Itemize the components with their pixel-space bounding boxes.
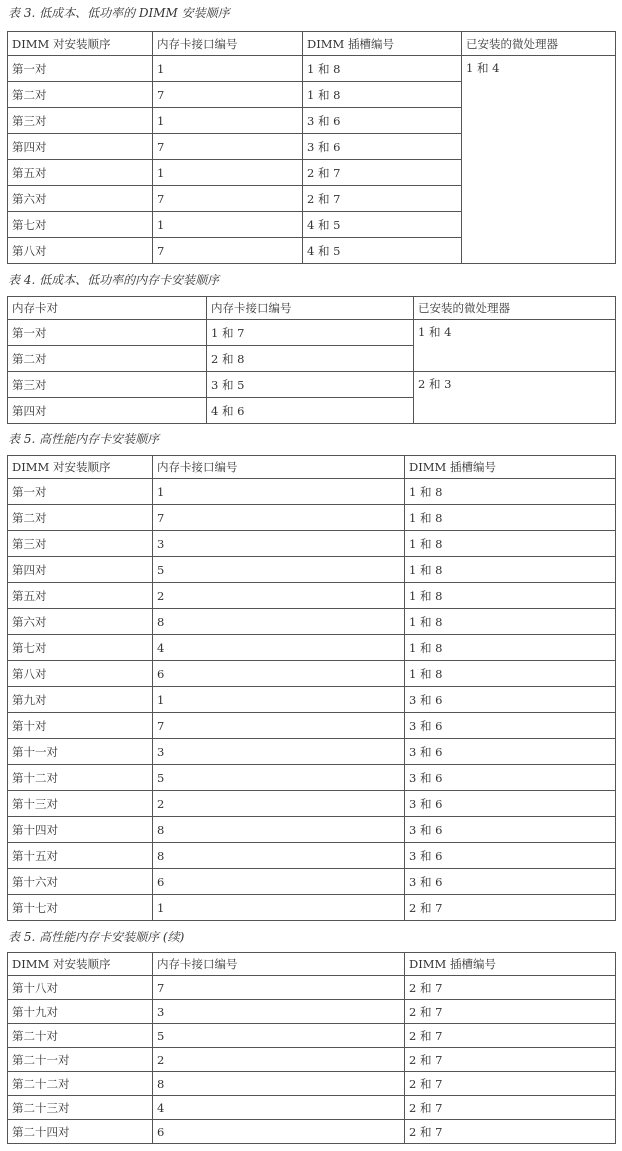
table-row — [8, 505, 616, 531]
table3-header: 已安装的微处理器 — [462, 32, 616, 56]
table-cell: 2 和 7 — [405, 1048, 616, 1072]
table-row — [8, 713, 616, 739]
table-row — [8, 1024, 616, 1048]
table-cell: 第三对 — [8, 531, 153, 557]
table-cell: 3 — [153, 739, 405, 765]
table-cell: 1 和 8 — [303, 82, 462, 108]
table-cell: 2 — [153, 791, 405, 817]
table-cell: 3 和 6 — [405, 817, 616, 843]
table-cell: 3 和 6 — [405, 791, 616, 817]
table-row — [8, 687, 616, 713]
table-cell: 2 和 8 — [207, 346, 414, 372]
table-cell: 2 和 7 — [405, 1096, 616, 1120]
table-cell: 3 和 6 — [405, 687, 616, 713]
table-cell: 2 — [153, 583, 405, 609]
table-cell: 第七对 — [8, 212, 153, 238]
table-cell: 3 和 6 — [303, 108, 462, 134]
table-cell: 第二对 — [8, 82, 153, 108]
table-cell: 第二十三对 — [8, 1096, 153, 1120]
table-cell: 2 和 7 — [405, 895, 616, 921]
table3-header: DIMM 插槽编号 — [303, 32, 462, 56]
table-cell: 第十对 — [8, 713, 153, 739]
table4-header: 内存卡接口编号 — [207, 297, 414, 320]
table-row — [8, 817, 616, 843]
table-cell: 3 和 6 — [405, 843, 616, 869]
table-row — [8, 320, 616, 346]
table-cell: 2 — [153, 1048, 405, 1072]
table-cell: 7 — [153, 505, 405, 531]
table-cell: 7 — [153, 82, 303, 108]
table-cell: 3 和 6 — [405, 869, 616, 895]
table-row — [8, 583, 616, 609]
table-row — [8, 1048, 616, 1072]
table5-continued — [7, 952, 616, 1144]
table-row — [8, 531, 616, 557]
table-row — [8, 739, 616, 765]
table-row — [8, 843, 616, 869]
table-cell: 2 和 7 — [303, 186, 462, 212]
table-cell: 6 — [153, 1120, 405, 1144]
table5-header: DIMM 对安装顺序 — [8, 456, 153, 479]
table-cell: 1 和 8 — [405, 505, 616, 531]
table-row — [8, 1096, 616, 1120]
table-cell: 3 和 6 — [405, 713, 616, 739]
table-cell: 第十一对 — [8, 739, 153, 765]
table4-header-row — [8, 297, 616, 320]
table-cell: 2 和 7 — [405, 1072, 616, 1096]
table5-header: DIMM 插槽编号 — [405, 456, 616, 479]
table-cell: 第十四对 — [8, 817, 153, 843]
table-cell: 1 和 8 — [405, 479, 616, 505]
table-cell: 第六对 — [8, 186, 153, 212]
table4-processor-cell: 1 和 4 — [414, 320, 616, 372]
table-cell: 4 和 6 — [207, 398, 414, 424]
table-cell: 1 和 7 — [207, 320, 414, 346]
table-row — [8, 1120, 616, 1144]
table-row — [8, 609, 616, 635]
table-cell: 6 — [153, 869, 405, 895]
table-row — [8, 765, 616, 791]
table3-header: 内存卡接口编号 — [153, 32, 303, 56]
table-cell: 4 和 5 — [303, 212, 462, 238]
table3-caption: 表 3. 低成本、低功率的 DIMM 安装顺序 — [8, 6, 230, 20]
table3-header: DIMM 对安装顺序 — [8, 32, 153, 56]
table-cell: 第五对 — [8, 160, 153, 186]
table-cell: 8 — [153, 817, 405, 843]
table-cell: 2 和 7 — [405, 1024, 616, 1048]
table-cell: 4 — [153, 1096, 405, 1120]
table-row — [8, 976, 616, 1000]
table-cell: 5 — [153, 765, 405, 791]
table-cell: 第十八对 — [8, 976, 153, 1000]
table5-continued-header: 内存卡接口编号 — [153, 953, 405, 976]
table-cell: 1 — [153, 56, 303, 82]
table-cell: 第二对 — [8, 505, 153, 531]
table-cell: 第二对 — [8, 346, 207, 372]
table-cell: 1 — [153, 895, 405, 921]
table-row — [8, 635, 616, 661]
table-cell: 8 — [153, 609, 405, 635]
table3-header-row — [8, 32, 616, 56]
table-cell: 1 — [153, 212, 303, 238]
table-cell: 2 和 7 — [405, 1120, 616, 1144]
table-cell: 3 和 5 — [207, 372, 414, 398]
table-cell: 1 和 8 — [405, 635, 616, 661]
table-cell: 第二十对 — [8, 1024, 153, 1048]
table-cell: 8 — [153, 1072, 405, 1096]
table-cell: 2 和 7 — [405, 1000, 616, 1024]
table-row — [8, 1072, 616, 1096]
table-cell: 7 — [153, 238, 303, 264]
table-cell: 5 — [153, 557, 405, 583]
table5-caption: 表 5. 高性能内存卡安装顺序 — [8, 432, 160, 446]
table5-header-row — [8, 456, 616, 479]
table4-processor-cell: 2 和 3 — [414, 372, 616, 424]
table-cell: 7 — [153, 134, 303, 160]
table4 — [7, 296, 616, 424]
table-cell: 第十五对 — [8, 843, 153, 869]
table-cell: 第一对 — [8, 320, 207, 346]
table-cell: 第二十一对 — [8, 1048, 153, 1072]
table-cell: 第三对 — [8, 108, 153, 134]
table-cell: 第三对 — [8, 372, 207, 398]
table-cell: 2 和 7 — [303, 160, 462, 186]
table-cell: 第二十二对 — [8, 1072, 153, 1096]
table-cell: 3 — [153, 1000, 405, 1024]
table-cell: 3 — [153, 531, 405, 557]
table-row — [8, 869, 616, 895]
table-cell: 1 — [153, 160, 303, 186]
table-cell: 4 和 5 — [303, 238, 462, 264]
table5-continued-header: DIMM 对安装顺序 — [8, 953, 153, 976]
table-cell: 4 — [153, 635, 405, 661]
table-cell: 1 和 8 — [405, 583, 616, 609]
table4-header: 已安装的微处理器 — [414, 297, 616, 320]
table5-continued-header-row — [8, 953, 616, 976]
table-cell: 第四对 — [8, 134, 153, 160]
table-row — [8, 791, 616, 817]
table5-header: 内存卡接口编号 — [153, 456, 405, 479]
table-row — [8, 56, 616, 82]
table-cell: 第一对 — [8, 56, 153, 82]
table-cell: 第十九对 — [8, 1000, 153, 1024]
table-row — [8, 895, 616, 921]
table-cell: 第七对 — [8, 635, 153, 661]
table-cell: 2 和 7 — [405, 976, 616, 1000]
table4-caption: 表 4. 低成本、低功率的内存卡安装顺序 — [8, 273, 220, 287]
table-row — [8, 1000, 616, 1024]
table-cell: 3 和 6 — [405, 739, 616, 765]
table-row — [8, 557, 616, 583]
table-cell: 第四对 — [8, 398, 207, 424]
table-cell: 1 — [153, 687, 405, 713]
table-cell: 3 和 6 — [405, 765, 616, 791]
table-cell: 6 — [153, 661, 405, 687]
table-cell: 7 — [153, 713, 405, 739]
table-cell: 第十七对 — [8, 895, 153, 921]
table-cell: 第六对 — [8, 609, 153, 635]
table-row — [8, 661, 616, 687]
table-cell: 1 和 8 — [405, 661, 616, 687]
table-cell: 第十三对 — [8, 791, 153, 817]
table5-continued-caption: 表 5. 高性能内存卡安装顺序 (续) — [8, 930, 185, 944]
table-cell: 第一对 — [8, 479, 153, 505]
table-cell: 1 和 8 — [405, 609, 616, 635]
table-cell: 第八对 — [8, 238, 153, 264]
table-cell: 第八对 — [8, 661, 153, 687]
table-cell: 8 — [153, 843, 405, 869]
table-cell: 第九对 — [8, 687, 153, 713]
table-cell: 7 — [153, 186, 303, 212]
table5-continued-header: DIMM 插槽编号 — [405, 953, 616, 976]
table-cell: 第四对 — [8, 557, 153, 583]
table-cell: 7 — [153, 976, 405, 1000]
table-cell: 1 和 8 — [405, 531, 616, 557]
table3-processor-cell: 1 和 4 — [462, 56, 616, 264]
table-row — [8, 372, 616, 398]
table-row — [8, 479, 616, 505]
table-cell: 1 和 8 — [303, 56, 462, 82]
table-cell: 第十二对 — [8, 765, 153, 791]
table-cell: 1 和 8 — [405, 557, 616, 583]
table-cell: 3 和 6 — [303, 134, 462, 160]
table-cell: 1 — [153, 108, 303, 134]
table-cell: 第十六对 — [8, 869, 153, 895]
table-cell: 5 — [153, 1024, 405, 1048]
table-cell: 第五对 — [8, 583, 153, 609]
table3 — [7, 31, 616, 264]
table5 — [7, 455, 616, 921]
table4-header: 内存卡对 — [8, 297, 207, 320]
table-cell: 第二十四对 — [8, 1120, 153, 1144]
table-cell: 1 — [153, 479, 405, 505]
